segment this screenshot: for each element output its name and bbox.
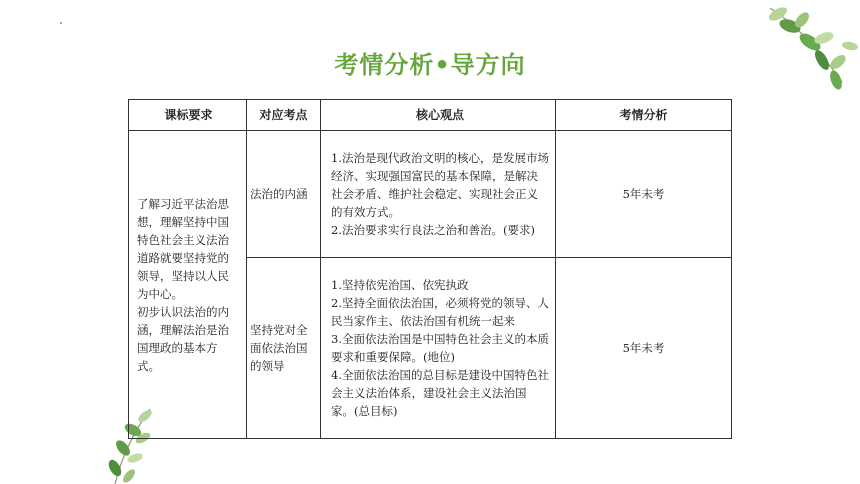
curriculum-requirement-cell	[129, 131, 247, 439]
core-points-cell	[321, 131, 556, 258]
core-point: 2.坚持全面依法治国，必须将党的领导、人民当家作主、依法治国有机统一起来	[331, 296, 549, 328]
core-point: 1.坚持依宪治国、依宪执政	[331, 278, 469, 292]
page-title: 考情分析•导方向	[334, 51, 526, 79]
header-core-points: 核心观点	[321, 100, 556, 131]
core-point: 2.法治要求实行良法之治和善治。(要求)	[331, 223, 535, 237]
core-point: 4.全面依法治国的总目标是建设中国特色社会主义法治体系，建设社会主义法治国家。(总目标)	[331, 368, 549, 418]
analysis-cell: 5年未考	[556, 258, 732, 439]
core-point: 1.法治是现代政治文明的核心，是发展市场经济、实现强国富民的基本保障，是解决社会矛盾、维护社会稳定、实现社会正义的有效方式。	[331, 151, 549, 219]
topic-cell: 坚持党对全面依法治国的领导	[247, 258, 321, 439]
header-topic: 对应考点	[247, 100, 321, 131]
topic-cell: 法治的内涵	[247, 131, 321, 258]
table-header-row	[129, 100, 732, 131]
core-points-cell	[321, 258, 556, 439]
header-exam-analysis: 考情分析	[556, 100, 732, 131]
decorative-dot	[60, 22, 62, 24]
requirement-paragraph: 了解习近平法治思想，理解坚持中国特色社会主义法治道路就要坚持党的领导，坚持以人民为中心。	[137, 196, 229, 301]
requirement-paragraph: 初步认识法治的内涵，理解法治是治国理政的基本方式。	[137, 304, 229, 373]
header-curriculum-requirement: 课标要求	[129, 100, 247, 131]
exam-analysis-table	[128, 99, 732, 439]
analysis-cell: 5年未考	[556, 131, 732, 258]
core-point: 3.全面依法治国是中国特色社会主义的本质要求和重要保障。(地位)	[331, 332, 549, 364]
table-row	[129, 131, 732, 258]
